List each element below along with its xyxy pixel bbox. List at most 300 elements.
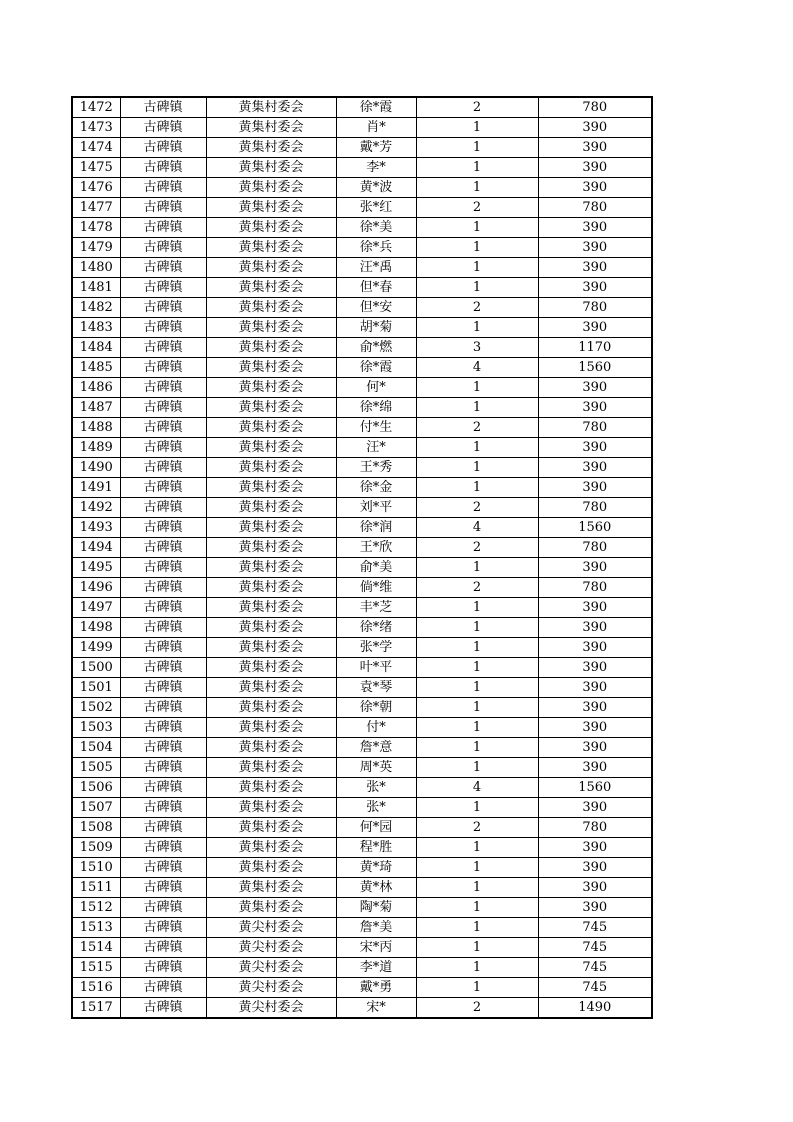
cell-count: 1 [416,438,538,458]
cell-village-committee: 黄集村委会 [206,818,336,838]
table-row [72,198,652,218]
cell-town: 古碑镇 [120,658,206,678]
cell-row-number: 1513 [72,918,120,938]
cell-amount: 390 [538,318,652,338]
cell-amount: 745 [538,918,652,938]
table-row [72,418,652,438]
cell-town: 古碑镇 [120,958,206,978]
cell-row-number: 1510 [72,858,120,878]
cell-amount: 390 [538,758,652,778]
cell-amount: 390 [538,458,652,478]
cell-town: 古碑镇 [120,858,206,878]
table-row [72,118,652,138]
cell-village-committee: 黄集村委会 [206,97,336,118]
cell-amount: 745 [538,938,652,958]
cell-name: 丰*芝 [336,598,416,618]
cell-village-committee: 黄集村委会 [206,598,336,618]
cell-village-committee: 黄集村委会 [206,318,336,338]
cell-count: 1 [416,138,538,158]
cell-town: 古碑镇 [120,778,206,798]
table-row [72,658,652,678]
table-row [72,378,652,398]
cell-row-number: 1475 [72,158,120,178]
cell-amount: 780 [538,298,652,318]
cell-row-number: 1499 [72,638,120,658]
cell-name: 付* [336,718,416,738]
cell-count: 1 [416,838,538,858]
cell-town: 古碑镇 [120,138,206,158]
cell-count: 1 [416,558,538,578]
table-row [72,298,652,318]
table-row [72,398,652,418]
cell-village-committee: 黄集村委会 [206,618,336,638]
table-body [72,97,652,1018]
cell-row-number: 1492 [72,498,120,518]
cell-town: 古碑镇 [120,578,206,598]
cell-name: 程*胜 [336,838,416,858]
cell-town: 古碑镇 [120,598,206,618]
cell-count: 1 [416,738,538,758]
cell-village-committee: 黄集村委会 [206,198,336,218]
cell-name: 刘*平 [336,498,416,518]
cell-village-committee: 黄集村委会 [206,438,336,458]
cell-town: 古碑镇 [120,558,206,578]
cell-count: 2 [416,418,538,438]
cell-name: 张* [336,778,416,798]
cell-amount: 390 [538,438,652,458]
cell-amount: 780 [538,418,652,438]
table-row [72,878,652,898]
cell-amount: 1170 [538,338,652,358]
cell-row-number: 1507 [72,798,120,818]
cell-row-number: 1509 [72,838,120,858]
cell-count: 2 [416,198,538,218]
table-row [72,618,652,638]
cell-row-number: 1493 [72,518,120,538]
cell-count: 1 [416,378,538,398]
cell-town: 古碑镇 [120,238,206,258]
cell-amount: 390 [538,218,652,238]
cell-count: 3 [416,338,538,358]
table-row [72,278,652,298]
cell-count: 1 [416,238,538,258]
cell-count: 4 [416,358,538,378]
cell-count: 1 [416,278,538,298]
cell-row-number: 1511 [72,878,120,898]
cell-name: 黄*琦 [336,858,416,878]
cell-row-number: 1483 [72,318,120,338]
cell-town: 古碑镇 [120,438,206,458]
cell-town: 古碑镇 [120,998,206,1019]
cell-village-committee: 黄集村委会 [206,798,336,818]
cell-count: 1 [416,318,538,338]
cell-row-number: 1494 [72,538,120,558]
cell-name: 徐*润 [336,518,416,538]
cell-name: 肖* [336,118,416,138]
table-row [72,858,652,878]
cell-count: 2 [416,538,538,558]
cell-count: 1 [416,478,538,498]
cell-town: 古碑镇 [120,498,206,518]
cell-name: 戴*芳 [336,138,416,158]
cell-village-committee: 黄集村委会 [206,158,336,178]
table-row [72,598,652,618]
cell-count: 1 [416,918,538,938]
cell-amount: 390 [538,878,652,898]
cell-town: 古碑镇 [120,978,206,998]
cell-name: 徐*兵 [336,238,416,258]
cell-village-committee: 黄集村委会 [206,178,336,198]
cell-amount: 390 [538,798,652,818]
cell-town: 古碑镇 [120,158,206,178]
cell-village-committee: 黄集村委会 [206,298,336,318]
cell-village-committee: 黄集村委会 [206,898,336,918]
cell-row-number: 1505 [72,758,120,778]
table-row [72,678,652,698]
table-row [72,578,652,598]
cell-town: 古碑镇 [120,298,206,318]
cell-town: 古碑镇 [120,518,206,538]
cell-row-number: 1472 [72,97,120,118]
cell-village-committee: 黄集村委会 [206,458,336,478]
cell-name: 李* [336,158,416,178]
cell-village-committee: 黄尖村委会 [206,998,336,1019]
cell-count: 2 [416,578,538,598]
table-row [72,238,652,258]
cell-name: 张* [336,798,416,818]
table-row [72,838,652,858]
cell-count: 1 [416,398,538,418]
cell-amount: 390 [538,278,652,298]
cell-name: 宋*丙 [336,938,416,958]
cell-row-number: 1485 [72,358,120,378]
cell-amount: 390 [538,738,652,758]
cell-row-number: 1496 [72,578,120,598]
cell-village-committee: 黄集村委会 [206,578,336,598]
cell-count: 2 [416,298,538,318]
cell-row-number: 1491 [72,478,120,498]
table-row [72,978,652,998]
cell-town: 古碑镇 [120,898,206,918]
cell-amount: 390 [538,898,652,918]
table-row [72,938,652,958]
cell-village-committee: 黄集村委会 [206,638,336,658]
cell-village-committee: 黄集村委会 [206,758,336,778]
cell-name: 詹*意 [336,738,416,758]
cell-amount: 1490 [538,998,652,1019]
table-row [72,958,652,978]
cell-count: 1 [416,798,538,818]
cell-count: 4 [416,778,538,798]
cell-name: 汪*禹 [336,258,416,278]
cell-name: 徐*霞 [336,358,416,378]
table-row [72,97,652,118]
cell-amount: 390 [538,138,652,158]
cell-village-committee: 黄集村委会 [206,378,336,398]
cell-town: 古碑镇 [120,378,206,398]
cell-village-committee: 黄尖村委会 [206,978,336,998]
cell-town: 古碑镇 [120,638,206,658]
cell-name: 袁*琴 [336,678,416,698]
cell-name: 徐*绵 [336,398,416,418]
cell-village-committee: 黄尖村委会 [206,918,336,938]
cell-name: 徐*美 [336,218,416,238]
cell-village-committee: 黄集村委会 [206,258,336,278]
cell-village-committee: 黄集村委会 [206,218,336,238]
cell-village-committee: 黄集村委会 [206,478,336,498]
cell-row-number: 1506 [72,778,120,798]
cell-row-number: 1495 [72,558,120,578]
cell-name: 徐*朝 [336,698,416,718]
cell-village-committee: 黄尖村委会 [206,958,336,978]
cell-count: 1 [416,978,538,998]
cell-village-committee: 黄集村委会 [206,278,336,298]
cell-row-number: 1484 [72,338,120,358]
cell-name: 但*安 [336,298,416,318]
table-row [72,338,652,358]
cell-village-committee: 黄集村委会 [206,398,336,418]
cell-village-committee: 黄集村委会 [206,498,336,518]
cell-count: 2 [416,818,538,838]
cell-row-number: 1487 [72,398,120,418]
cell-row-number: 1488 [72,418,120,438]
table-row [72,138,652,158]
cell-name: 俞*燃 [336,338,416,358]
table-row [72,498,652,518]
cell-town: 古碑镇 [120,458,206,478]
cell-row-number: 1478 [72,218,120,238]
cell-name: 徐*霞 [336,97,416,118]
cell-count: 2 [416,97,538,118]
table-row [72,478,652,498]
cell-village-committee: 黄集村委会 [206,118,336,138]
cell-amount: 390 [538,238,652,258]
cell-town: 古碑镇 [120,918,206,938]
cell-count: 1 [416,698,538,718]
cell-town: 古碑镇 [120,698,206,718]
cell-name: 张*学 [336,638,416,658]
cell-town: 古碑镇 [120,758,206,778]
cell-name: 何* [336,378,416,398]
cell-town: 古碑镇 [120,878,206,898]
cell-name: 徐*绪 [336,618,416,638]
cell-amount: 390 [538,598,652,618]
cell-amount: 780 [538,538,652,558]
cell-town: 古碑镇 [120,618,206,638]
cell-count: 1 [416,658,538,678]
cell-row-number: 1474 [72,138,120,158]
table-row [72,458,652,478]
cell-amount: 780 [538,198,652,218]
cell-amount: 390 [538,378,652,398]
cell-count: 1 [416,178,538,198]
cell-amount: 1560 [538,778,652,798]
cell-row-number: 1504 [72,738,120,758]
cell-row-number: 1480 [72,258,120,278]
table-row [72,518,652,538]
cell-village-committee: 黄集村委会 [206,238,336,258]
cell-name: 王*秀 [336,458,416,478]
cell-amount: 390 [538,678,652,698]
table-row [72,438,652,458]
table-row [72,178,652,198]
cell-name: 王*欣 [336,538,416,558]
cell-town: 古碑镇 [120,678,206,698]
cell-amount: 390 [538,118,652,138]
cell-row-number: 1477 [72,198,120,218]
cell-village-committee: 黄集村委会 [206,358,336,378]
cell-count: 1 [416,718,538,738]
cell-amount: 390 [538,178,652,198]
cell-name: 黄*波 [336,178,416,198]
cell-row-number: 1490 [72,458,120,478]
cell-name: 付*生 [336,418,416,438]
cell-town: 古碑镇 [120,198,206,218]
cell-village-committee: 黄集村委会 [206,678,336,698]
cell-town: 古碑镇 [120,478,206,498]
table-row [72,918,652,938]
cell-village-committee: 黄集村委会 [206,338,336,358]
cell-town: 古碑镇 [120,798,206,818]
cell-name: 黄*林 [336,878,416,898]
cell-row-number: 1476 [72,178,120,198]
cell-village-committee: 黄集村委会 [206,718,336,738]
table-row [72,318,652,338]
cell-count: 1 [416,158,538,178]
cell-name: 胡*菊 [336,318,416,338]
cell-village-committee: 黄集村委会 [206,418,336,438]
cell-name: 张*红 [336,198,416,218]
cell-village-committee: 黄集村委会 [206,778,336,798]
cell-village-committee: 黄集村委会 [206,878,336,898]
cell-name: 陶*菊 [336,898,416,918]
cell-town: 古碑镇 [120,318,206,338]
table-row [72,718,652,738]
data-table [71,96,653,1019]
cell-amount: 745 [538,978,652,998]
cell-town: 古碑镇 [120,258,206,278]
cell-village-committee: 黄集村委会 [206,858,336,878]
cell-count: 1 [416,858,538,878]
cell-count: 1 [416,458,538,478]
cell-amount: 1560 [538,518,652,538]
cell-name: 汪* [336,438,416,458]
table-row [72,998,652,1019]
cell-row-number: 1517 [72,998,120,1019]
cell-name: 叶*平 [336,658,416,678]
cell-town: 古碑镇 [120,418,206,438]
cell-village-committee: 黄集村委会 [206,698,336,718]
cell-amount: 390 [538,258,652,278]
cell-row-number: 1500 [72,658,120,678]
cell-count: 1 [416,758,538,778]
cell-amount: 745 [538,958,652,978]
cell-count: 2 [416,998,538,1019]
cell-row-number: 1479 [72,238,120,258]
cell-name: 宋* [336,998,416,1019]
cell-name: 但*春 [336,278,416,298]
cell-amount: 390 [538,398,652,418]
table-row [72,738,652,758]
cell-village-committee: 黄集村委会 [206,838,336,858]
cell-village-committee: 黄集村委会 [206,138,336,158]
cell-count: 1 [416,598,538,618]
cell-amount: 390 [538,838,652,858]
cell-row-number: 1482 [72,298,120,318]
cell-name: 戴*勇 [336,978,416,998]
cell-village-committee: 黄集村委会 [206,518,336,538]
cell-row-number: 1515 [72,958,120,978]
cell-row-number: 1489 [72,438,120,458]
cell-town: 古碑镇 [120,738,206,758]
cell-town: 古碑镇 [120,538,206,558]
cell-name: 俞*美 [336,558,416,578]
cell-amount: 390 [538,558,652,578]
cell-row-number: 1486 [72,378,120,398]
cell-town: 古碑镇 [120,398,206,418]
cell-count: 1 [416,618,538,638]
cell-row-number: 1508 [72,818,120,838]
table-row [72,818,652,838]
cell-row-number: 1497 [72,598,120,618]
table-row [72,778,652,798]
cell-amount: 1560 [538,358,652,378]
cell-count: 1 [416,638,538,658]
table-row [72,218,652,238]
table-row [72,898,652,918]
cell-village-committee: 黄集村委会 [206,658,336,678]
cell-count: 4 [416,518,538,538]
table-row [72,258,652,278]
cell-amount: 390 [538,638,652,658]
cell-amount: 780 [538,818,652,838]
cell-row-number: 1502 [72,698,120,718]
cell-row-number: 1473 [72,118,120,138]
cell-count: 1 [416,258,538,278]
cell-name: 倘*维 [336,578,416,598]
cell-count: 2 [416,498,538,518]
cell-amount: 390 [538,618,652,638]
cell-town: 古碑镇 [120,278,206,298]
cell-town: 古碑镇 [120,838,206,858]
cell-row-number: 1501 [72,678,120,698]
cell-row-number: 1516 [72,978,120,998]
cell-row-number: 1498 [72,618,120,638]
cell-town: 古碑镇 [120,338,206,358]
table-row [72,158,652,178]
cell-town: 古碑镇 [120,178,206,198]
cell-amount: 390 [538,698,652,718]
cell-name: 周*英 [336,758,416,778]
cell-amount: 390 [538,478,652,498]
cell-town: 古碑镇 [120,718,206,738]
cell-amount: 780 [538,578,652,598]
cell-town: 古碑镇 [120,818,206,838]
table-row [72,758,652,778]
cell-town: 古碑镇 [120,938,206,958]
cell-amount: 390 [538,718,652,738]
cell-count: 1 [416,218,538,238]
table-row [72,558,652,578]
cell-town: 古碑镇 [120,218,206,238]
cell-town: 古碑镇 [120,97,206,118]
cell-row-number: 1512 [72,898,120,918]
cell-amount: 390 [538,158,652,178]
cell-count: 1 [416,878,538,898]
cell-count: 1 [416,678,538,698]
cell-amount: 780 [538,97,652,118]
cell-village-committee: 黄尖村委会 [206,938,336,958]
